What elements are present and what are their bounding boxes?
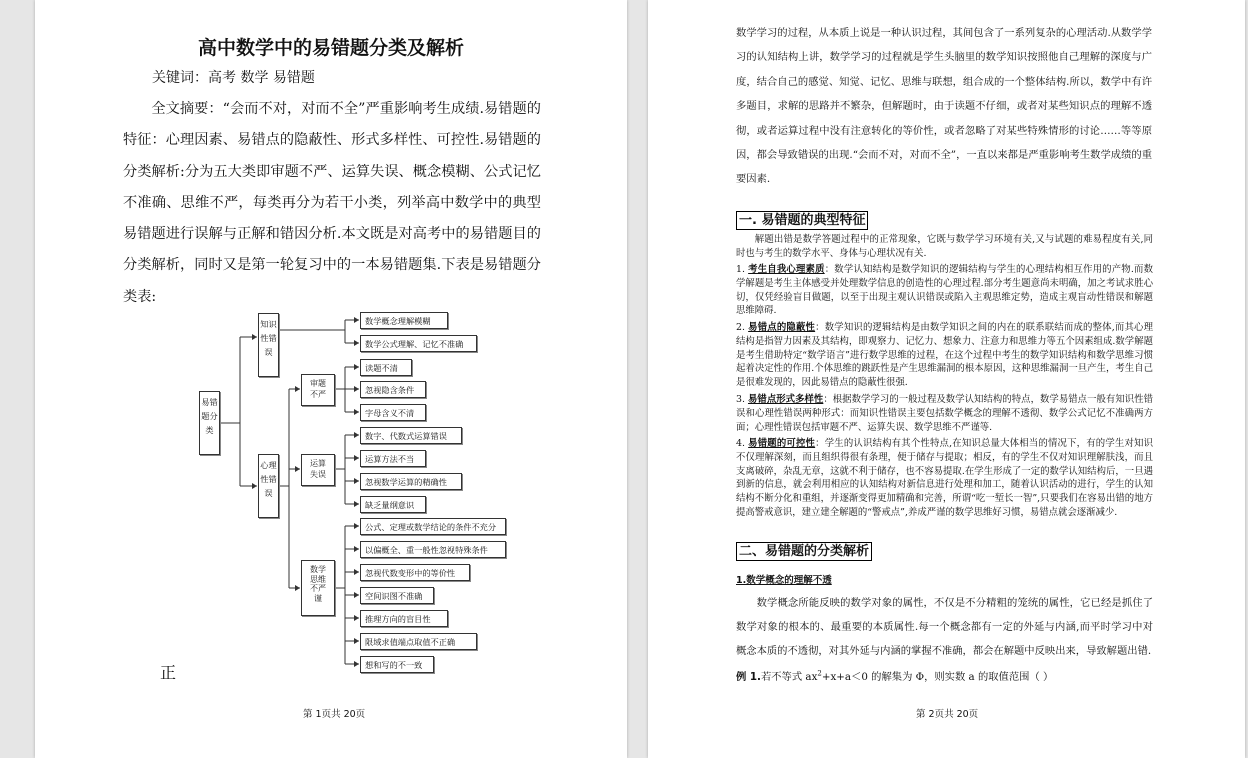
abstract: 全文摘要：“会而不对，对而不全”严重影响考生成绩.易错题的特征：心理因素、易错点的隐蔽性、形式多样性、可控性.易错题的分类解析:分为五大类即审题不严、运算失误、概念模糊、公式记忆不准确、思维不严，每类再分为若干小类，列举高中数学中的典型易错题进行误解与正解和错因分析.本文既是对高考中的易错题目的分类解析，同时又是第一轮复习中的一本易错题集.下表是易错题分类表: [123,101,541,305]
node-si-item: 忽视代数变形中的等价性 [360,564,470,581]
node-si-item: 限域求值端点取值不正确 [360,633,477,650]
page-1 [35,0,627,758]
page-footer: 第 1页共 20页 [303,709,366,720]
node-yun-item: 运算方法不当 [360,450,426,467]
node-shen-item: 忽视隐含条件 [360,381,426,398]
node-yun: 运算失误 [301,454,335,486]
node-psych-error: 心理性错误 [258,454,279,518]
trailing-text: 正 [160,663,177,682]
feature-item: 1. 考生自我心理素质：数学认知结构是数学知识的逻辑结构与学生的心理结构相互作用的产物.而数学解题是考生主体感受并处理数学信息的创造性的心理过程.部分考生题意尚未明确，加之考试求胜心切，仅凭经验盲目做题，以至于出现主观认识错误或陷入主观思维定势，造成主观盲动性错误和解题思维障碍. [736,264,1153,317]
node-shen-item: 读题不清 [360,359,412,376]
feature-item: 3. 易错点形式多样性：根据数学学习的一般过程及数学认知结构的特点，数学易错点一般有知识性错误和心理性错误两种形式：而知识性错误主要包括数学概念的理解不透彻、数学公式记忆不准确两方面；心理性错误包括审题不严、运算失误、数学思维不严谨等. [736,394,1153,433]
node-shen: 审题不严 [301,374,335,406]
node-si: 数学思维不严谨 [301,560,335,616]
node-yun-item: 忽视数学运算的精确性 [360,473,462,490]
intro-paragraph: 数学学习的过程，从本质上说是一种认识过程，其间包含了一系列复杂的心理活动.从数学学习的认知结构上讲，数学学习的过程就是学生头脑里的数学知识按照他自己理解的深度与广度，结合自己的感觉、知觉、记忆、思维与联想，组合成的一个整体结构.所以，数学中有许多题目，求解的思路并不繁杂，但解题时，由于读题不仔细，或者对某些知识点的理解不透彻，或者运算过程中没有注意转化的等价性，或者忽略了对某些特殊情形的讨论……等等原因，都会导致错误的出现.“会而不对，对而不全”，一直以来都是严重影响考生数学成绩的重要因素. [736,27,1152,186]
feature-item: 2. 易错点的隐蔽性：数学知识的逻辑结构是由数学知识之间的内在的联系联结而成的整体,而其心理结构是指智力因素及其结构，即观察力、记忆力、想象力、注意力和思维力等五个因素组成.数学解题是考生借助特定“数学语言”进行数学思维的过程，在这个过程中考生的数学知识结构和数学思维习惯起着决定性的作用.个体思维的跳跃性是产生思维漏洞的根本原因，这种思维漏洞一旦产生，考生自己是很难发现的，因此易错点的隐蔽性很强. [736,322,1153,389]
example-question: 例 1.若不等式 $ax^2+x+a<0$ 的解集为 Φ，则实数 a 的取值范围（ ） [736,669,1054,683]
node-yun-item: 缺乏量纲意识 [360,496,426,513]
body-paragraph: 数学概念所能反映的数学对象的属性，不仅是不分精粗的笼统的属性，它已经是抓住了数学对象的根本的、最重要的本质属性.每一个概念都有一定的外延与内涵,而平时学习中对概念本质的不透彻，对其外延与内涵的掌握不准确，都会在解题中反映出来，导致解题出错. [736,597,1153,657]
node-si-item: 推理方向的盲目性 [360,610,448,627]
section-heading: 一. 易错题的典型特征 [736,211,868,230]
feature-item: 4. 易错题的可控性：学生的认识结构有其个性特点,在知识总量大体相当的情况下，有的学生对知识不仅理解深刻，而且组织得很有条理，便于储存与提取；相反，有的学生不仅对知识理解肤浅，而且支离破碎，杂乱无章，这就不利于储存，也不容易提取.在学生形成了一定的数学认知结构后，一旦遇到新的信息，就会利用相应的认知结构对新信息进行处理和加工，随着认识活动的进行，学生的认知结构不断分化和重组，并逐渐变得更加精确和完善，所谓“吃一堑长一智”,只要我们在容易出错的地方提高警戒意识，建立建全解题的“警戒点”,养成严谨的数学思维好习惯，易错点就会逐渐减少. [736,438,1153,518]
subsection-heading: 1.数学概念的理解不透 [736,575,832,586]
page-2 [648,0,1245,758]
node-k-item: 数学概念理解模糊 [360,312,448,329]
keywords: 关键词：高考 数学 易错题 [152,70,315,86]
section1-intro: 解题出错是数学答题过程中的正常现象，它既与数学学习环境有关,又与试题的难易程度有关,同时也与考生的数学水平、身体与心理状况有关. [736,234,1153,259]
node-shen-item: 字母含义不清 [360,404,426,421]
node-si-item: 空间识图不准确 [360,587,434,604]
node-root: 易错题分类 [199,391,220,455]
node-k-item: 数学公式理解、记忆不准确 [360,335,477,352]
section-heading: 二、易错题的分类解析 [736,542,872,561]
document-title: 高中数学中的易错题分类及解析 [197,37,464,59]
node-knowledge-error: 知识性错误 [258,313,279,377]
node-yun-item: 数字、代数式运算错误 [360,427,462,444]
node-si-item: 想和写的不一致 [360,656,434,673]
classification-diagram [35,0,627,758]
node-si-item: 公式、定理或数学结论的条件不充分 [360,518,506,535]
node-si-item: 以偏概全、重一般性忽视特殊条件 [360,541,506,558]
page-footer: 第 2页共 20页 [916,709,979,720]
